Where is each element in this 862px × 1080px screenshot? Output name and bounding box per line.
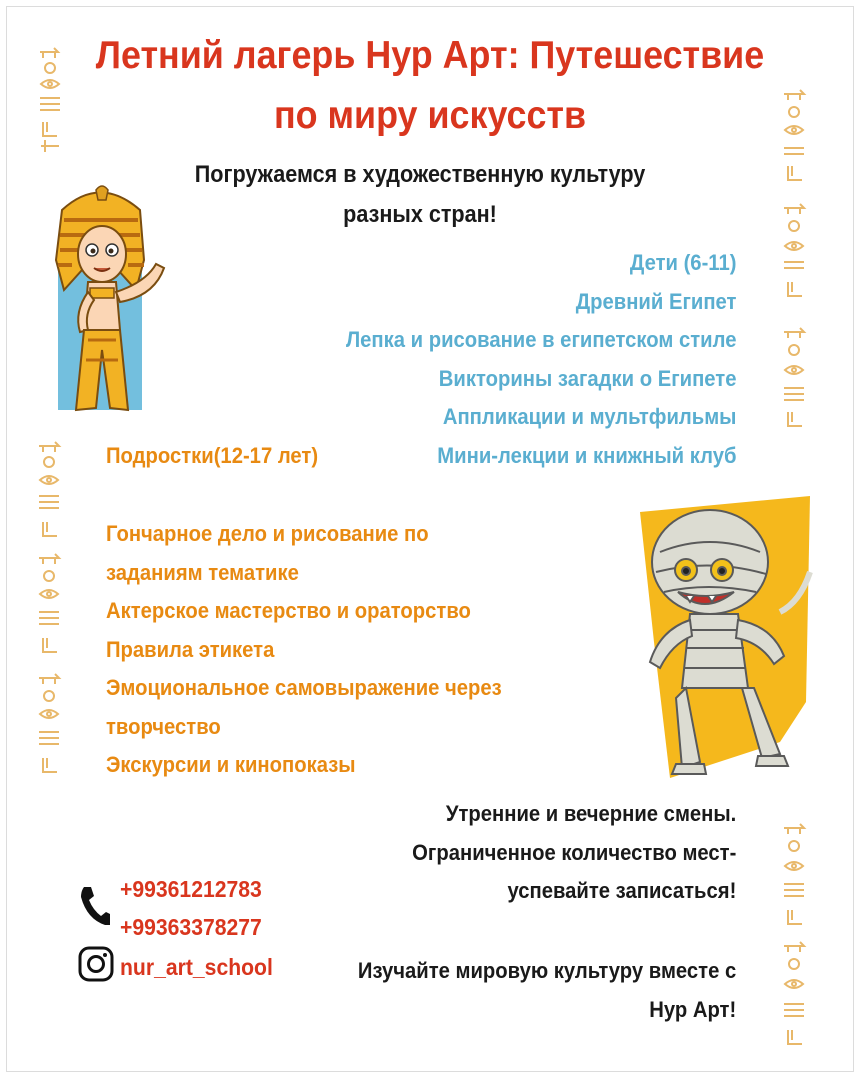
teens-item: Актерское мастерство и ораторство — [106, 598, 471, 623]
hieroglyph-icon — [35, 438, 65, 788]
closing-text — [325, 952, 736, 1029]
hieroglyph-icon — [35, 44, 65, 164]
subtitle-line-2: разных стран! — [343, 201, 497, 228]
title-line-1: Летний лагерь Нур Арт: Путешествие — [95, 34, 765, 77]
info-line: Утренние и вечерние смены. — [445, 801, 736, 826]
instagram-icon — [78, 946, 114, 982]
info-line: успевайте записаться! — [507, 878, 736, 903]
phone-number-2[interactable]: +99363378277 — [120, 914, 262, 940]
hieroglyph-icon — [780, 820, 810, 1060]
closing-line: Изучайте мировую культуру вместе с — [357, 958, 736, 983]
schedule-info — [384, 795, 736, 911]
kids-item: Древний Египет — [575, 288, 736, 314]
closing-line: Нур Арт! — [649, 996, 736, 1022]
phone-list — [120, 870, 274, 946]
teens-item: творчество — [106, 713, 221, 739]
hieroglyph-column-left-bottom — [30, 438, 70, 794]
instagram-handle[interactable]: nur_art_school — [120, 954, 273, 980]
poster-subtitle — [105, 155, 735, 235]
teens-item: Экскурсии и кинопоказы — [106, 752, 356, 777]
mummy-illustration — [630, 492, 820, 792]
teens-item: Эмоциональное самовыражение через — [106, 675, 502, 700]
title-line-2: по миру искусств — [273, 94, 587, 137]
teens-section — [106, 515, 536, 785]
subtitle-line-1: Погружаемся в художественную культуру — [194, 161, 646, 188]
kids-item: Лепка и рисование в египетском стиле — [345, 327, 736, 353]
poster-title — [71, 26, 789, 146]
hieroglyph-column-right-bottom — [775, 820, 815, 1066]
teens-item: Гончарное дело и рисование по — [106, 521, 429, 546]
info-line: Ограниченное количество мест- — [411, 839, 736, 865]
kids-item: Викторины загадки о Египете — [438, 365, 736, 391]
pharaoh-boy-illustration — [40, 180, 180, 420]
kids-item: Аппликации и мультфильмы — [442, 404, 736, 430]
teens-heading: Подростки(12-17 лет) — [106, 443, 319, 468]
kids-item: Мини-лекции и книжный клуб — [436, 442, 736, 468]
kids-item: Дети (6-11) — [629, 250, 736, 275]
teens-item: Правила этикета — [106, 636, 275, 662]
kids-section — [312, 244, 736, 476]
phone-icon — [78, 885, 110, 925]
hieroglyph-column-left-top — [30, 44, 70, 170]
teens-item: заданиям тематике — [106, 559, 299, 585]
phone-number-1[interactable]: +99361212783 — [120, 876, 262, 902]
